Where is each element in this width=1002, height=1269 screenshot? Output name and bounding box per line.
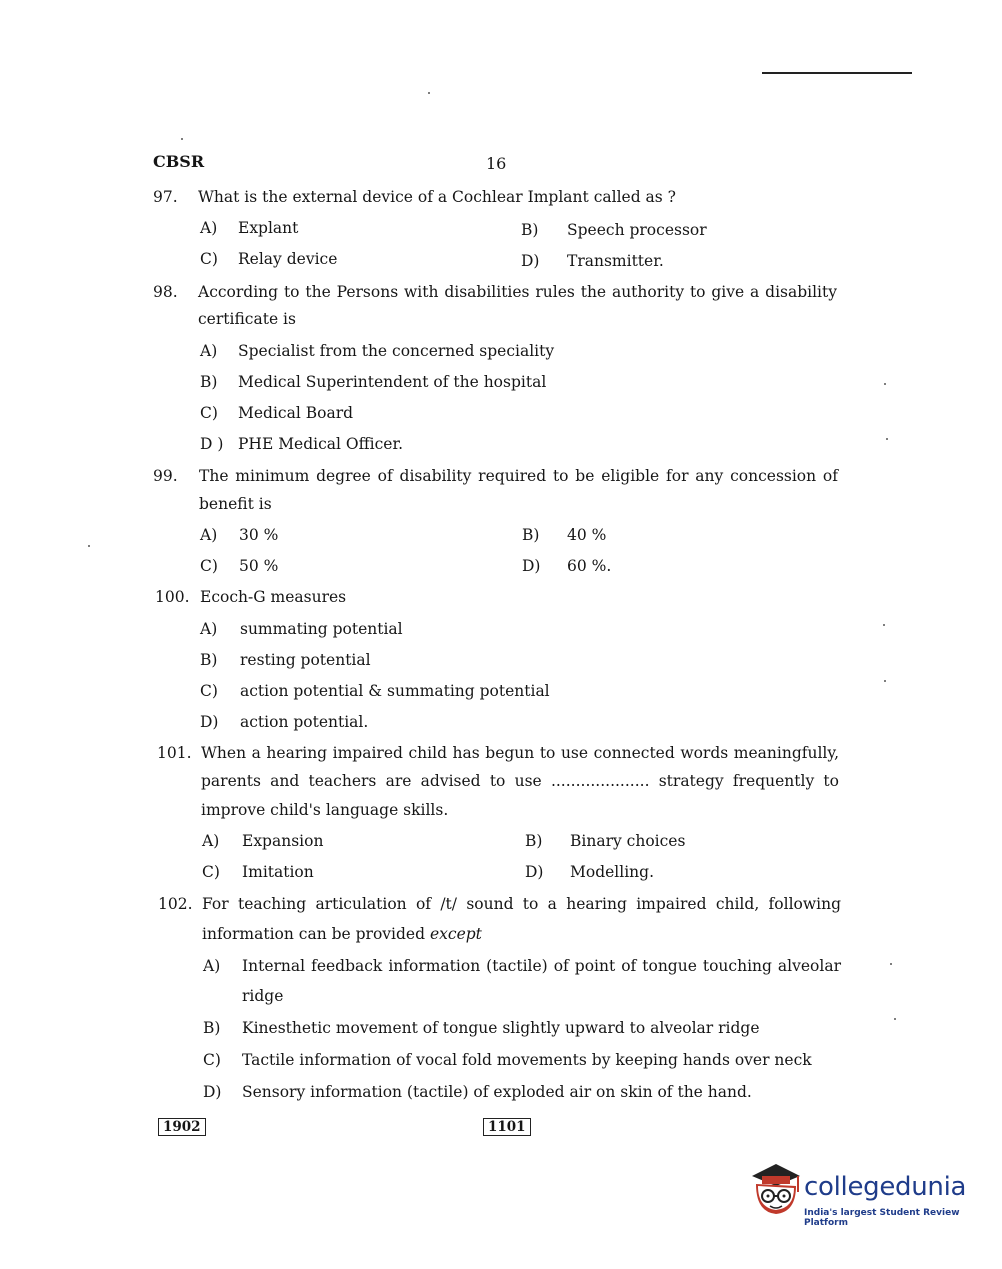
option-letter: D ) <box>200 435 224 453</box>
option-text: 40 % <box>567 526 607 544</box>
question-text: Ecoch-G measures <box>200 588 347 606</box>
footer-code-left: 1902 <box>158 1118 206 1136</box>
option-text: Transmitter. <box>567 252 664 270</box>
option-letter: B) <box>525 832 543 850</box>
scan-speck <box>181 138 183 140</box>
option-letter: C) <box>203 1051 221 1069</box>
collegedunia-logo <box>742 1162 972 1228</box>
scan-speck <box>884 383 886 385</box>
option-text: action potential & summating potential <box>240 682 550 700</box>
option-text: 50 % <box>239 557 279 575</box>
option-letter: D) <box>522 557 541 575</box>
option-letter: C) <box>200 250 218 268</box>
question-text-line: parents and teachers are advised to use .................... strategy frequently to <box>201 772 839 790</box>
option-text: Modelling. <box>570 863 655 881</box>
option-text: 30 % <box>239 526 279 544</box>
option-letter: B) <box>521 221 539 239</box>
option-text: Binary choices <box>570 832 686 850</box>
question-text-line: The minimum degree of disability required to be eligible for any concession of <box>199 467 838 485</box>
scan-speck <box>890 963 892 965</box>
question-number: 97. <box>153 188 178 206</box>
exam-code: CBSR <box>153 152 205 171</box>
option-letter: C) <box>200 682 218 700</box>
option-text: Specialist from the concerned speciality <box>238 342 555 360</box>
option-letter: D) <box>203 1083 222 1101</box>
brand-name: collegedunia <box>804 1172 967 1202</box>
option-letter: D) <box>200 713 219 731</box>
option-text: Relay device <box>238 250 338 268</box>
question-text-line: When a hearing impaired child has begun to use connected words meaningfully, <box>201 744 839 762</box>
option-letter: B) <box>522 526 540 544</box>
question-text-line <box>202 925 482 943</box>
option-text: Sensory information (tactile) of exploded air on skin of the hand. <box>242 1083 752 1101</box>
option-text: Medical Superintendent of the hospital <box>238 373 547 391</box>
question-number: 100. <box>155 588 190 606</box>
question-number: 98. <box>153 283 178 301</box>
option-letter: A) <box>200 219 218 237</box>
scan-speck <box>883 624 885 626</box>
option-text: Medical Board <box>238 404 354 422</box>
option-text-line: ridge <box>242 987 284 1005</box>
option-letter: D) <box>521 252 540 270</box>
option-letter: B) <box>200 373 218 391</box>
option-letter: A) <box>200 342 218 360</box>
option-text: resting potential <box>240 651 371 669</box>
question-text-line: improve child's language skills. <box>201 801 449 819</box>
option-letter: C) <box>202 863 220 881</box>
option-letter: C) <box>200 557 218 575</box>
option-text: action potential. <box>240 713 369 731</box>
option-text: Speech processor <box>567 221 707 239</box>
question-text-emphasis: except <box>429 925 482 943</box>
question-number: 101. <box>157 744 192 762</box>
question-text-main: information can be provided <box>202 925 426 943</box>
option-letter: C) <box>200 404 218 422</box>
option-letter: B) <box>203 1019 221 1037</box>
option-letter: B) <box>200 651 218 669</box>
scan-speck <box>886 438 888 440</box>
question-text-line: According to the Persons with disabilities rules the authority to give a disability <box>198 283 837 301</box>
option-text: 60 %. <box>567 557 612 575</box>
option-text: Kinesthetic movement of tongue slightly upward to alveolar ridge <box>242 1019 760 1037</box>
question-number: 99. <box>153 467 178 485</box>
question-text-line: For teaching articulation of /t/ sound to a hearing impaired child, following <box>202 895 841 913</box>
option-text: Tactile information of vocal fold movements by keeping hands over neck <box>242 1051 812 1069</box>
option-text: Expansion <box>242 832 324 850</box>
scan-speck <box>428 92 430 94</box>
footer-code-center: 1101 <box>483 1118 531 1136</box>
top-rule-line <box>762 72 912 74</box>
option-letter: A) <box>200 620 218 638</box>
question-text-line: benefit is <box>199 495 272 513</box>
scan-speck <box>88 545 90 547</box>
brand-tagline: India's largest Student Review Platform <box>804 1208 960 1228</box>
option-letter: D) <box>525 863 544 881</box>
option-text: Imitation <box>242 863 314 881</box>
option-text: Explant <box>238 219 299 237</box>
mascot-icon <box>742 1162 802 1222</box>
option-letter: A) <box>202 832 220 850</box>
option-text-line: Internal feedback information (tactile) of point of tongue touching alveolar <box>242 957 841 975</box>
scan-speck <box>884 680 886 682</box>
scan-speck <box>894 1018 896 1020</box>
option-text: PHE Medical Officer. <box>238 435 404 453</box>
question-number: 102. <box>158 895 193 913</box>
question-text-line: certificate is <box>198 310 296 328</box>
page-number: 16 <box>486 154 507 173</box>
option-text: summating potential <box>240 620 403 638</box>
option-letter: A) <box>203 957 221 975</box>
option-letter: A) <box>200 526 218 544</box>
question-text: What is the external device of a Cochlear Implant called as ? <box>198 188 676 206</box>
